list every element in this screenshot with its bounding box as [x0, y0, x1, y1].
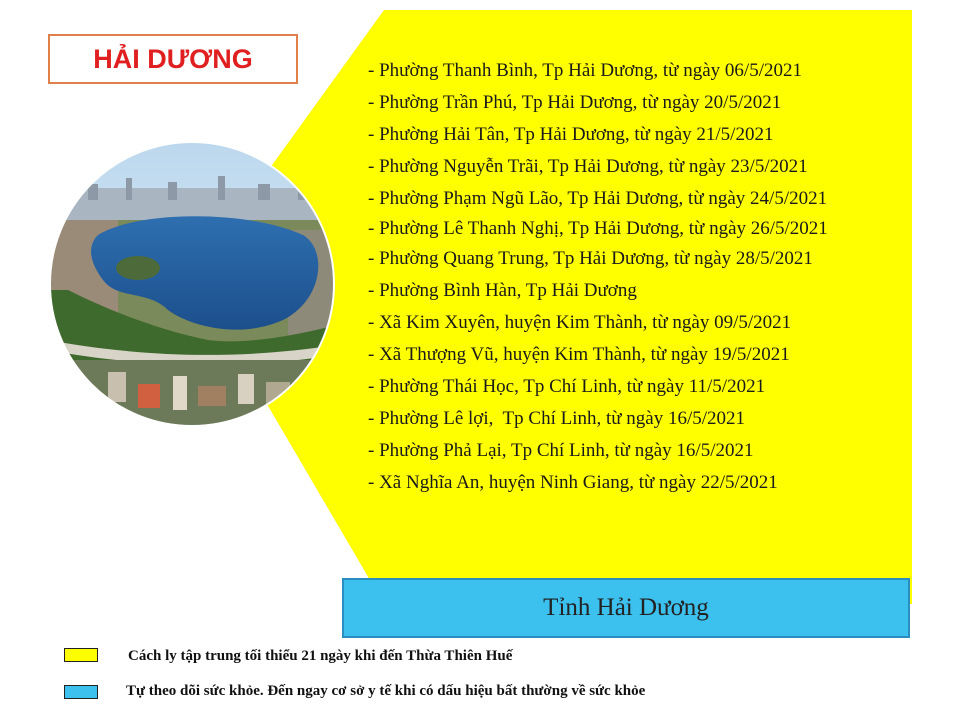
city-lake-photo — [48, 140, 336, 428]
list-item: - Phường Lê Thanh Nghị, Tp Hải Dương, từ ngày 26/5/2021 — [368, 218, 828, 239]
list-item: - Phường Thanh Bình, Tp Hải Dương, từ ngày 06/5/2021 — [368, 60, 802, 81]
legend-swatch-blue — [64, 685, 98, 699]
list-item: - Phường Nguyễn Trãi, Tp Hải Dương, từ ngày 23/5/2021 — [368, 156, 808, 177]
list-item: - Phường Thái Học, Tp Chí Linh, từ ngày 11/5/2021 — [368, 376, 766, 397]
list-item: - Xã Kim Xuyên, huyện Kim Thành, từ ngày 09/5/2021 — [368, 312, 792, 333]
list-item: - Phường Bình Hàn, Tp Hải Dương — [368, 280, 637, 301]
list-item: - Phường Quang Trung, Tp Hải Dương, từ ngày 28/5/2021 — [368, 248, 813, 269]
legend-swatch-yellow — [64, 648, 98, 662]
list-item: - Phường Lê lợi, Tp Chí Linh, từ ngày 16/5/2021 — [368, 408, 746, 429]
province-label-box: Tỉnh Hải Dương — [342, 578, 910, 638]
list-item: - Phường Phạm Ngũ Lão, Tp Hải Dương, từ ngày 24/5/2021 — [368, 188, 828, 209]
legend-text-self-monitor: Tự theo dõi sức khỏe. Đến ngay cơ sở y tế khi có dấu hiệu bất thường về sức khỏe — [126, 683, 646, 699]
list-item: - Phường Trần Phú, Tp Hải Dương, từ ngày 20/5/2021 — [368, 92, 782, 113]
location-list — [368, 60, 908, 504]
list-item: - Xã Thượng Vũ, huyện Kim Thành, từ ngày 19/5/2021 — [368, 344, 790, 365]
list-item: - Phường Phả Lại, Tp Chí Linh, từ ngày 16/5/2021 — [368, 440, 754, 461]
list-item: - Phường Hải Tân, Tp Hải Dương, từ ngày 21/5/2021 — [368, 124, 774, 145]
list-item: - Xã Nghĩa An, huyện Ninh Giang, từ ngày 22/5/2021 — [368, 472, 778, 493]
page-title: HẢI DƯƠNG — [48, 34, 298, 84]
legend-text-quarantine: Cách ly tập trung tối thiểu 21 ngày khi đến Thừa Thiên Huế — [128, 648, 513, 664]
